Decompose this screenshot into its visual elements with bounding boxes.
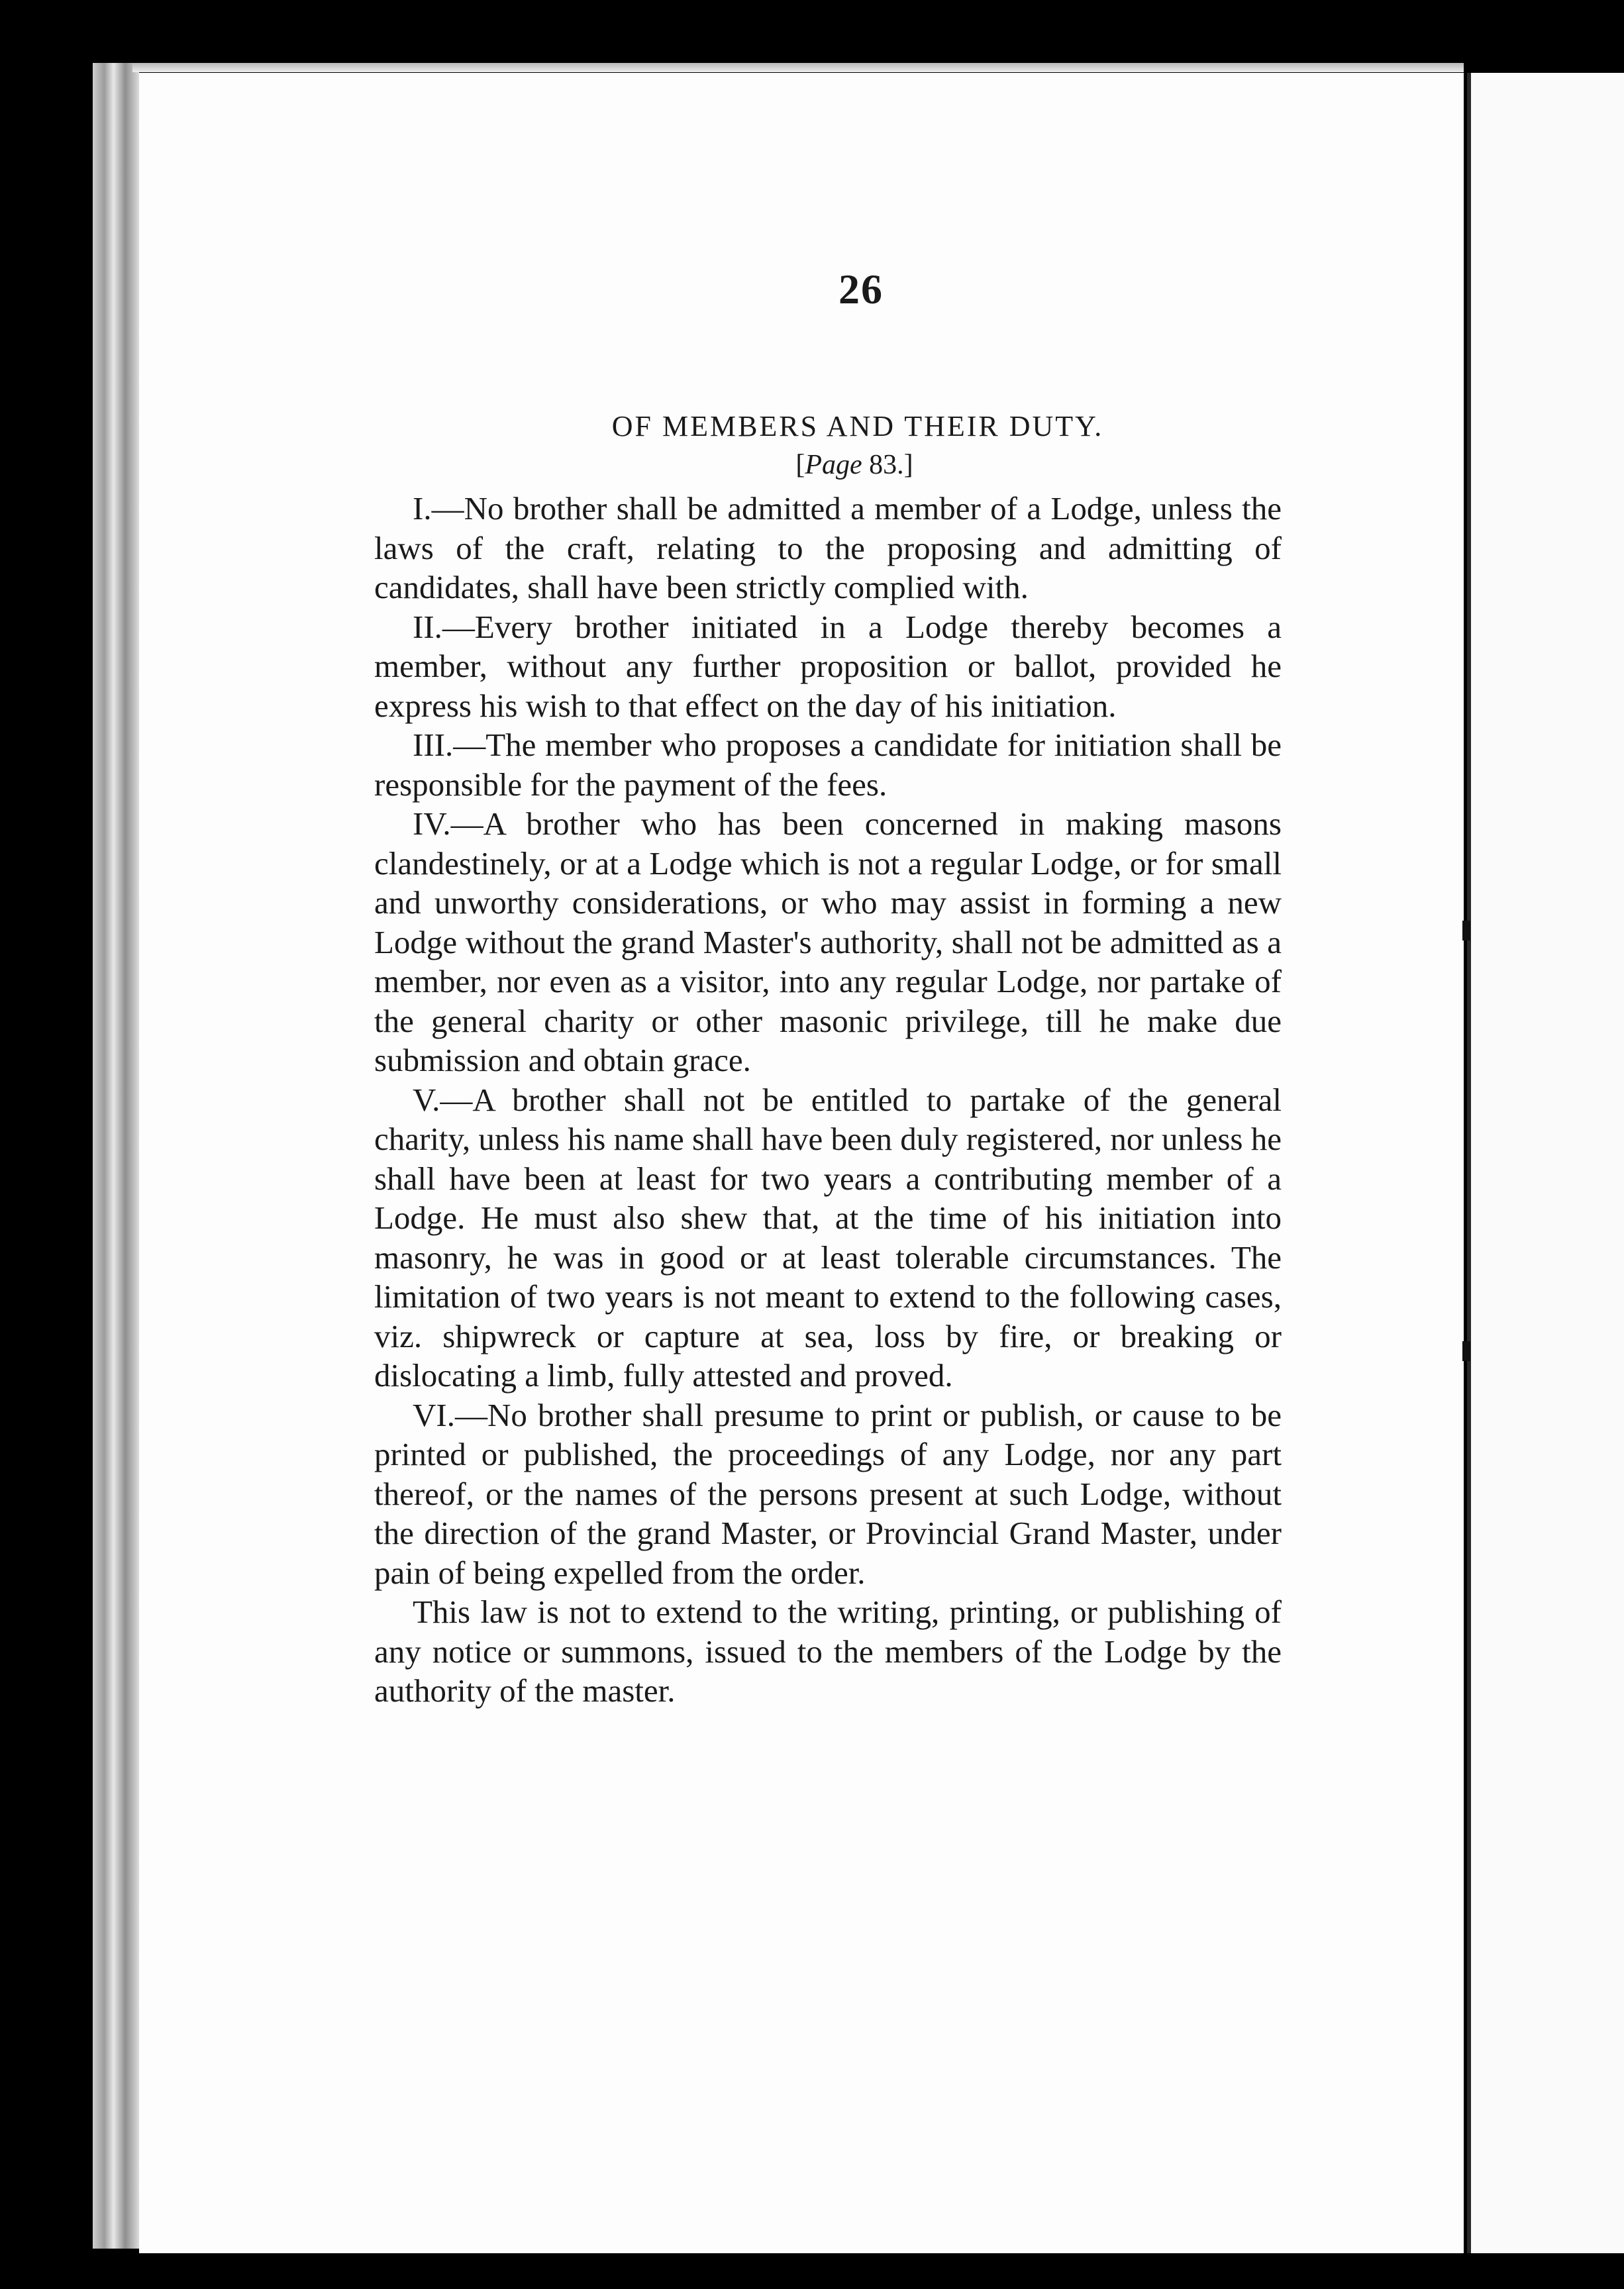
paragraph-text: —The member who proposes a candidate for initiation shall be responsible for the payment of the fees. — [374, 727, 1282, 803]
page-number: 26 — [838, 266, 884, 313]
book-page-edge — [93, 63, 139, 2249]
book-page-top-edge — [132, 63, 1464, 72]
paragraph-number: VI. — [413, 1396, 455, 1433]
paragraph-text: This law is not to extend to the writing, printing, or publishing of any notice or summons, issued to the members of the Lodge by the authority of the master. — [374, 1594, 1282, 1709]
page-ref-open: [ — [795, 450, 805, 480]
page-ref-word: Page — [805, 450, 862, 480]
section-title: OF MEMBERS AND THEIR DUTY. — [611, 410, 1104, 442]
paragraph-text: —No brother shall presume to print or publish, or cause to be printed or published, the proceedings of any Lodge, nor any part thereof, or the names of the persons present at such Lodge, without the direction of the grand Master, or Provincial Grand Master, under pain of being expelled from the order. — [374, 1396, 1282, 1591]
paragraph-text: —A brother shall not be entitled to partake of the general charity, unless his name shall have been duly registered, nor unless he shall have been at least for two years a contributing member of a Lodge. He must also shew that, at the time of his initiation into masonry, he was in good or at least tolerable circumstances. The limitation of two years is not meant to extend to the following cases, viz. shipwreck or capture at sea, loss by fire, or breaking or dislocating a limb, fully attested and proved. — [374, 1081, 1282, 1394]
paragraph-4 — [374, 804, 1282, 1080]
paragraph-text: —No brother shall be admitted a member of a Lodge, unless the laws of the craft, relating to the proposing and admitting of candidates, shall have been strictly complied with. — [374, 490, 1282, 605]
binding-mark — [1462, 1341, 1470, 1361]
paragraph-1 — [374, 489, 1282, 607]
paragraph-3 — [374, 725, 1282, 804]
paragraph-6 — [374, 1396, 1282, 1593]
paragraph-number: IV. — [413, 805, 451, 842]
binding-mark — [1462, 921, 1470, 941]
page-ref-value: 83.] — [862, 450, 913, 480]
paragraph-text: —A brother who has been concerned in making masons clandestinely, or at a Lodge which is not a regular Lodge, or for small and unworthy considerations, or who may assist in forming a new Lodge without the grand Master's authority, shall not be admitted as a member, nor even as a visitor, into any regular Lodge, nor partake of the general charity or other masonic privilege, till he make due submission and obtain grace. — [374, 805, 1282, 1078]
paragraph-number: II. — [413, 608, 442, 645]
paragraph-7 — [374, 1592, 1282, 1711]
paragraph-5 — [374, 1080, 1282, 1396]
paragraph-number: V. — [413, 1081, 440, 1118]
facing-page — [1467, 73, 1624, 2253]
paragraph-2 — [374, 607, 1282, 726]
paragraph-number: III. — [413, 727, 454, 763]
paragraph-text: —Every brother initiated in a Lodge thereby becomes a member, without any further proposition or ballot, provided he express his wish to that effect on the day of his initiation. — [374, 608, 1282, 724]
text-block — [374, 265, 1282, 1711]
paragraph-number: I. — [413, 490, 432, 527]
page-reference — [374, 446, 1282, 483]
